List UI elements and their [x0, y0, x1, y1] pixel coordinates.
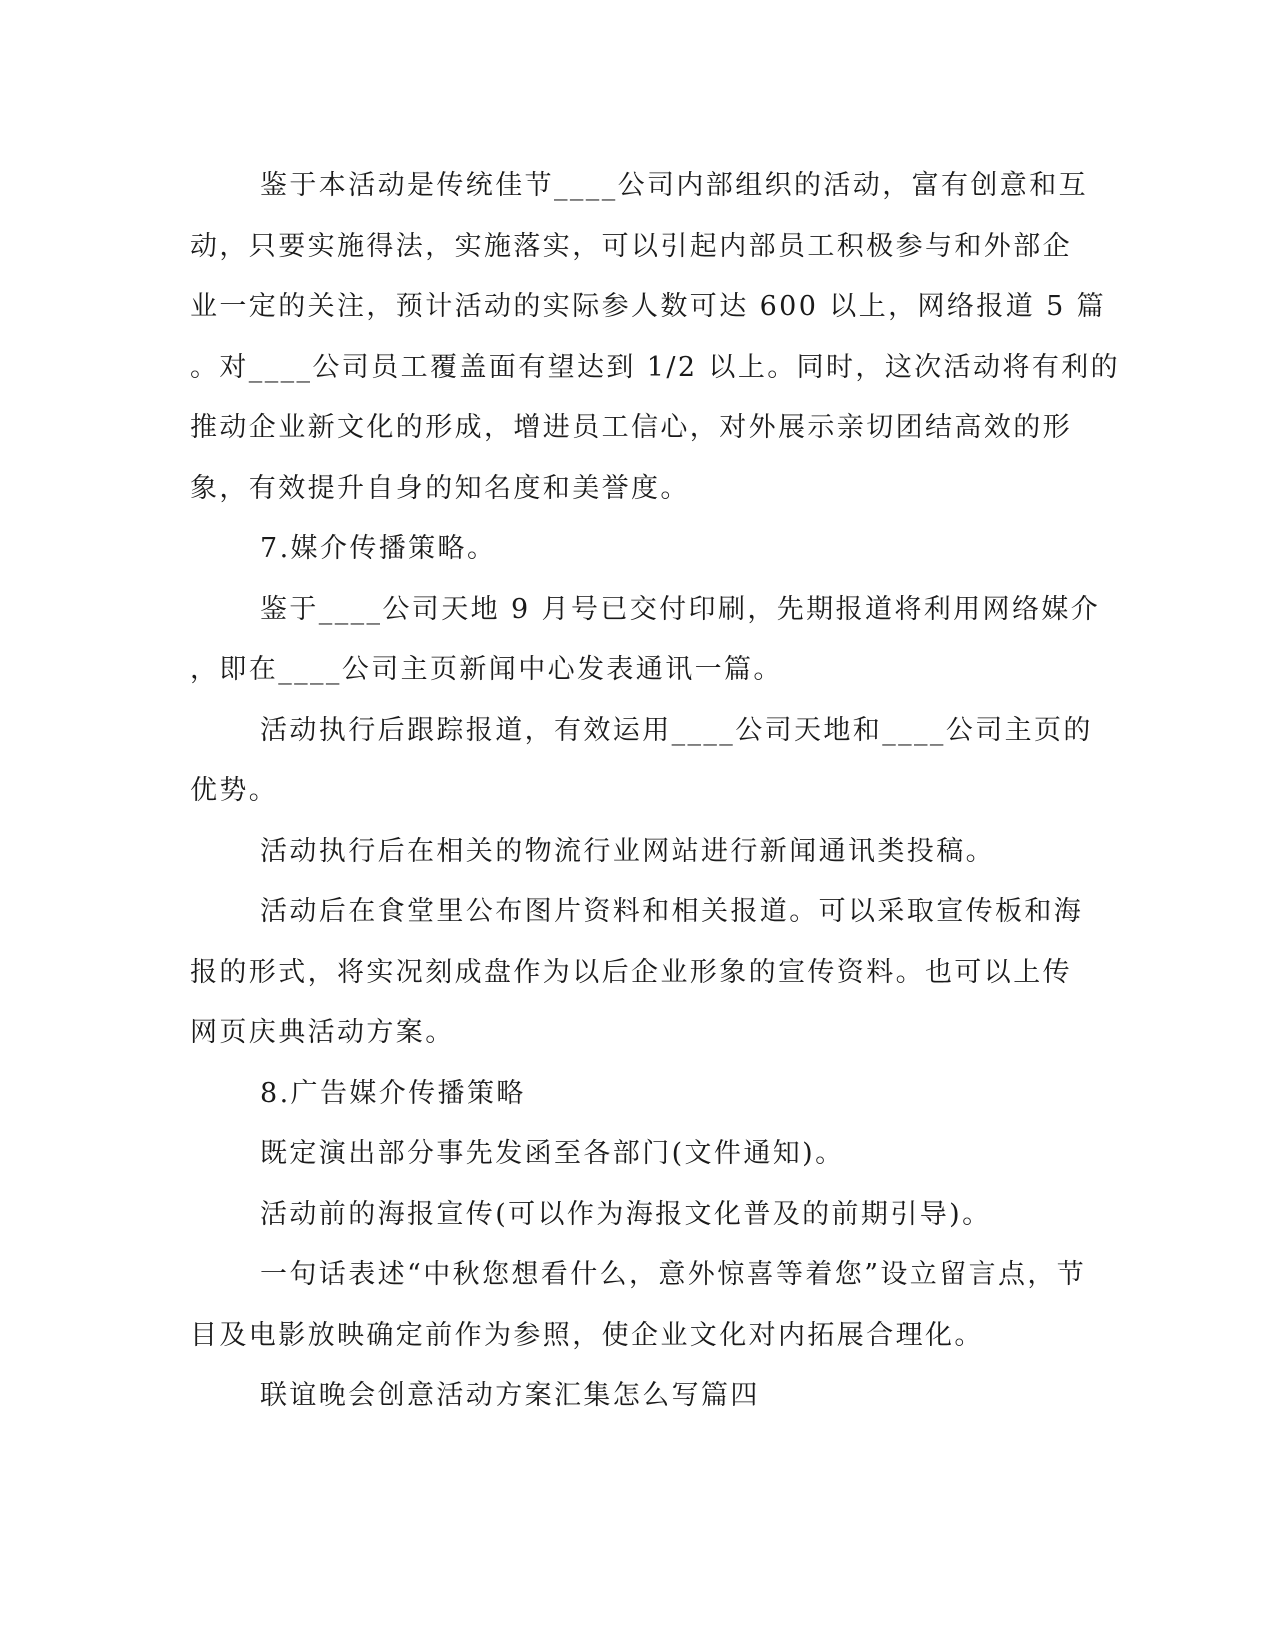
paragraph-line: 既定演出部分事先发函至各部门(文件通知)。 [260, 1138, 845, 1169]
paragraph-line: ，即在____公司主页新闻中心发表通讯一篇。 [190, 654, 783, 685]
paragraph-line: 活动前的海报宣传(可以作为海报文化普及的前期引导)。 [260, 1198, 992, 1230]
paragraph-line: 网页庆典活动方案。 [190, 1017, 455, 1048]
paragraph-line: 。对____公司员工覆盖面有望达到 1/2 以上。同时，这次活动将有利的 [190, 351, 1121, 383]
paragraph-line: 象，有效提升自身的知名度和美誉度。 [190, 472, 690, 504]
paragraph-line: 鉴于本活动是传统佳节____公司内部组织的活动，富有创意和互 [260, 170, 1088, 201]
section-heading: 8.广告媒介传播策略 [260, 1077, 526, 1109]
paragraph-line: 推动企业新文化的形成，增进员工信心，对外展示亲切团结高效的形 [190, 412, 1072, 443]
paragraph-line: 目及电影放映确定前作为参照，使企业文化对内拓展合理化。 [190, 1319, 984, 1351]
paragraph-line: 优势。 [190, 775, 279, 806]
paragraph-line: 活动执行后跟踪报道，有效运用____公司天地和____公司主页的 [260, 714, 1093, 746]
paragraph-line: 鉴于____公司天地 9 月号已交付印刷，先期报道将利用网络媒介 [260, 593, 1101, 625]
paragraph-line: 一句话表述“中秋您想看什么，意外惊喜等着您”设立留言点，节 [260, 1259, 1087, 1290]
paragraph-line: 活动执行后在相关的物流行业网站进行新闻通讯类投稿。 [260, 835, 995, 867]
paragraph-line: 报的形式，将实况刻成盘作为以后企业形象的宣传资料。也可以上传 [190, 956, 1072, 988]
section-heading: 7.媒介传播策略。 [260, 533, 497, 564]
section-heading: 联谊晚会创意活动方案汇集怎么写篇四 [260, 1380, 760, 1411]
paragraph-line: 业一定的关注，预计活动的实际参人数可达 600 以上，网络报道 5 篇 [190, 291, 1107, 322]
paragraph-line: 动，只要实施得法，实施落实，可以引起内部员工积极参与和外部企 [190, 230, 1072, 262]
document-body [190, 156, 1121, 1427]
paragraph-line: 活动后在食堂里公布图片资料和相关报道。可以采取宣传板和海 [260, 896, 1084, 927]
